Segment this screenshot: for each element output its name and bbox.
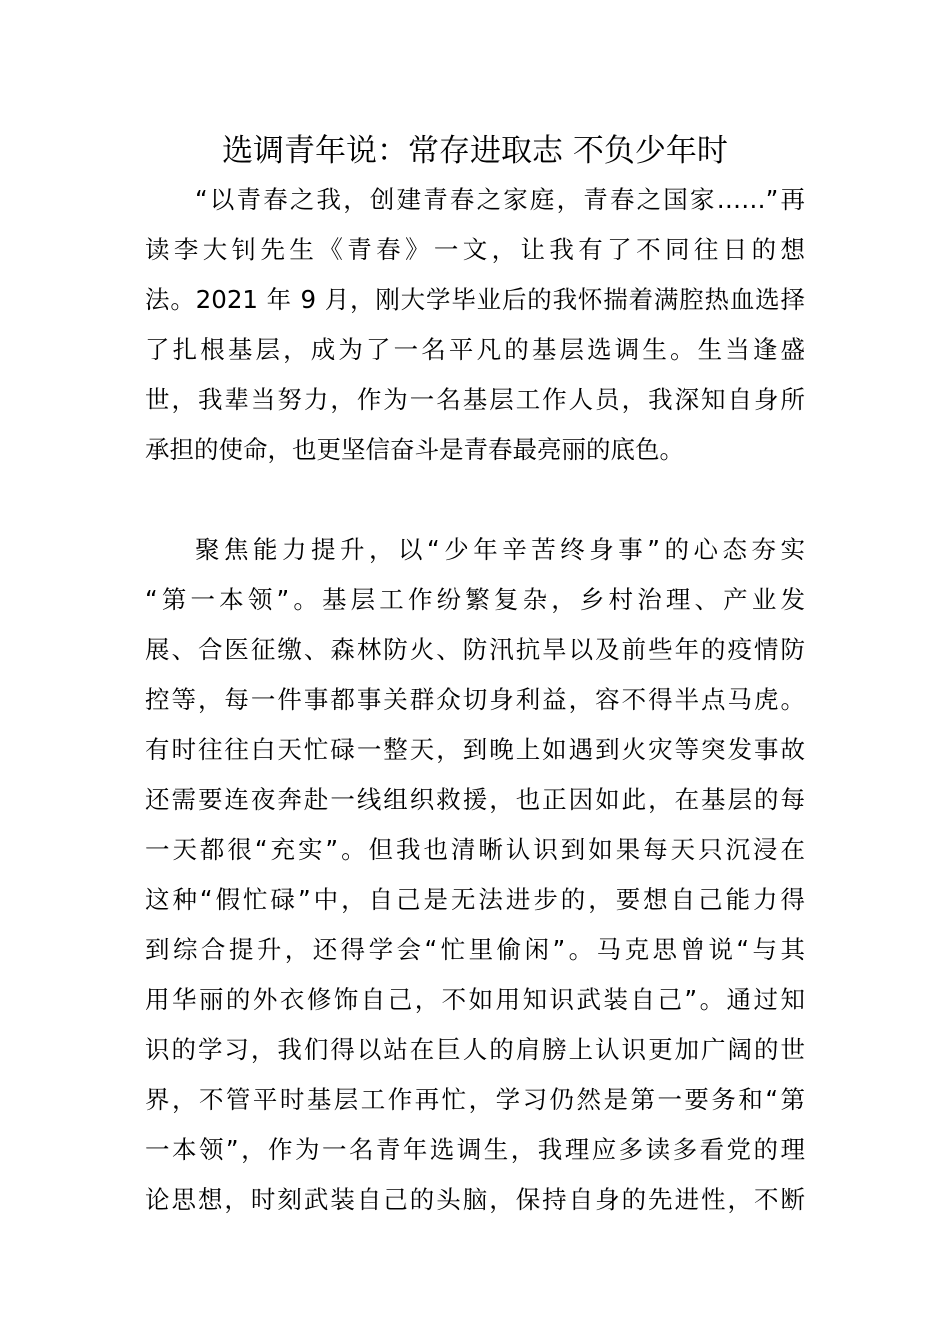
paragraph-2-line-10: 用华丽的外衣修饰自己，不如用知识武装自己”。通过知 bbox=[145, 985, 805, 1014]
paragraph-2-line-3: 展、合医征缴、森林防火、防汛抗旱以及前些年的疫情防 bbox=[145, 635, 805, 664]
paragraph-2-line-14: 论思想，时刻武装自己的头脑，保持自身的先进性，不断 bbox=[145, 1185, 805, 1214]
paragraph-2-line-9: 到综合提升，还得学会“忙里偷闲”。马克思曾说“与其 bbox=[145, 935, 805, 964]
paragraph-2-line-8: 这种“假忙碌”中，自己是无法进步的，要想自己能力得 bbox=[145, 885, 805, 914]
paragraph-2-line-2: “第一本领”。基层工作纷繁复杂，乡村治理、产业发 bbox=[145, 585, 805, 614]
paragraph-2-line-4: 控等，每一件事都事关群众切身利益，容不得半点马虎。 bbox=[145, 685, 805, 714]
paragraph-2-line-5: 有时往往白天忙碌一整天，到晚上如遇到火灾等突发事故 bbox=[145, 735, 805, 764]
paragraph-2-line-12: 界，不管平时基层工作再忙，学习仍然是第一要务和“第 bbox=[145, 1085, 805, 1114]
paragraph-2-line-7: 一天都很“充实”。但我也清晰认识到如果每天只沉浸在 bbox=[145, 835, 805, 864]
paragraph-2-line-1: 聚焦能力提升，以“少年辛苦终身事”的心态夯实 bbox=[195, 535, 805, 564]
paragraph-2-line-13: 一本领”，作为一名青年选调生，我理应多读多看党的理 bbox=[145, 1135, 805, 1164]
paragraph-1-line-4: 了扎根基层，成为了一名平凡的基层选调生。生当逢盛 bbox=[145, 335, 805, 364]
paragraph-1-line-6: 承担的使命，也更坚信奋斗是青春最亮丽的底色。 bbox=[145, 435, 684, 464]
paragraph-1-line-2: 读李大钊先生《青春》一文，让我有了不同往日的想 bbox=[145, 235, 805, 264]
document-title: 选调青年说：常存进取志 不负少年时 bbox=[222, 133, 728, 169]
paragraph-2-line-11: 识的学习，我们得以站在巨人的肩膀上认识更加广阔的世 bbox=[145, 1035, 805, 1064]
paragraph-2-line-6: 还需要连夜奔赴一线组织救援，也正因如此，在基层的每 bbox=[145, 785, 805, 814]
paragraph-1-line-5: 世，我辈当努力，作为一名基层工作人员，我深知自身所 bbox=[145, 385, 805, 414]
paragraph-1-line-1: “以青春之我，创建青春之家庭，青春之国家……”再 bbox=[195, 185, 805, 214]
paragraph-1-line-3: 法。2021 年 9 月，刚大学毕业后的我怀揣着满腔热血选择 bbox=[145, 285, 805, 314]
